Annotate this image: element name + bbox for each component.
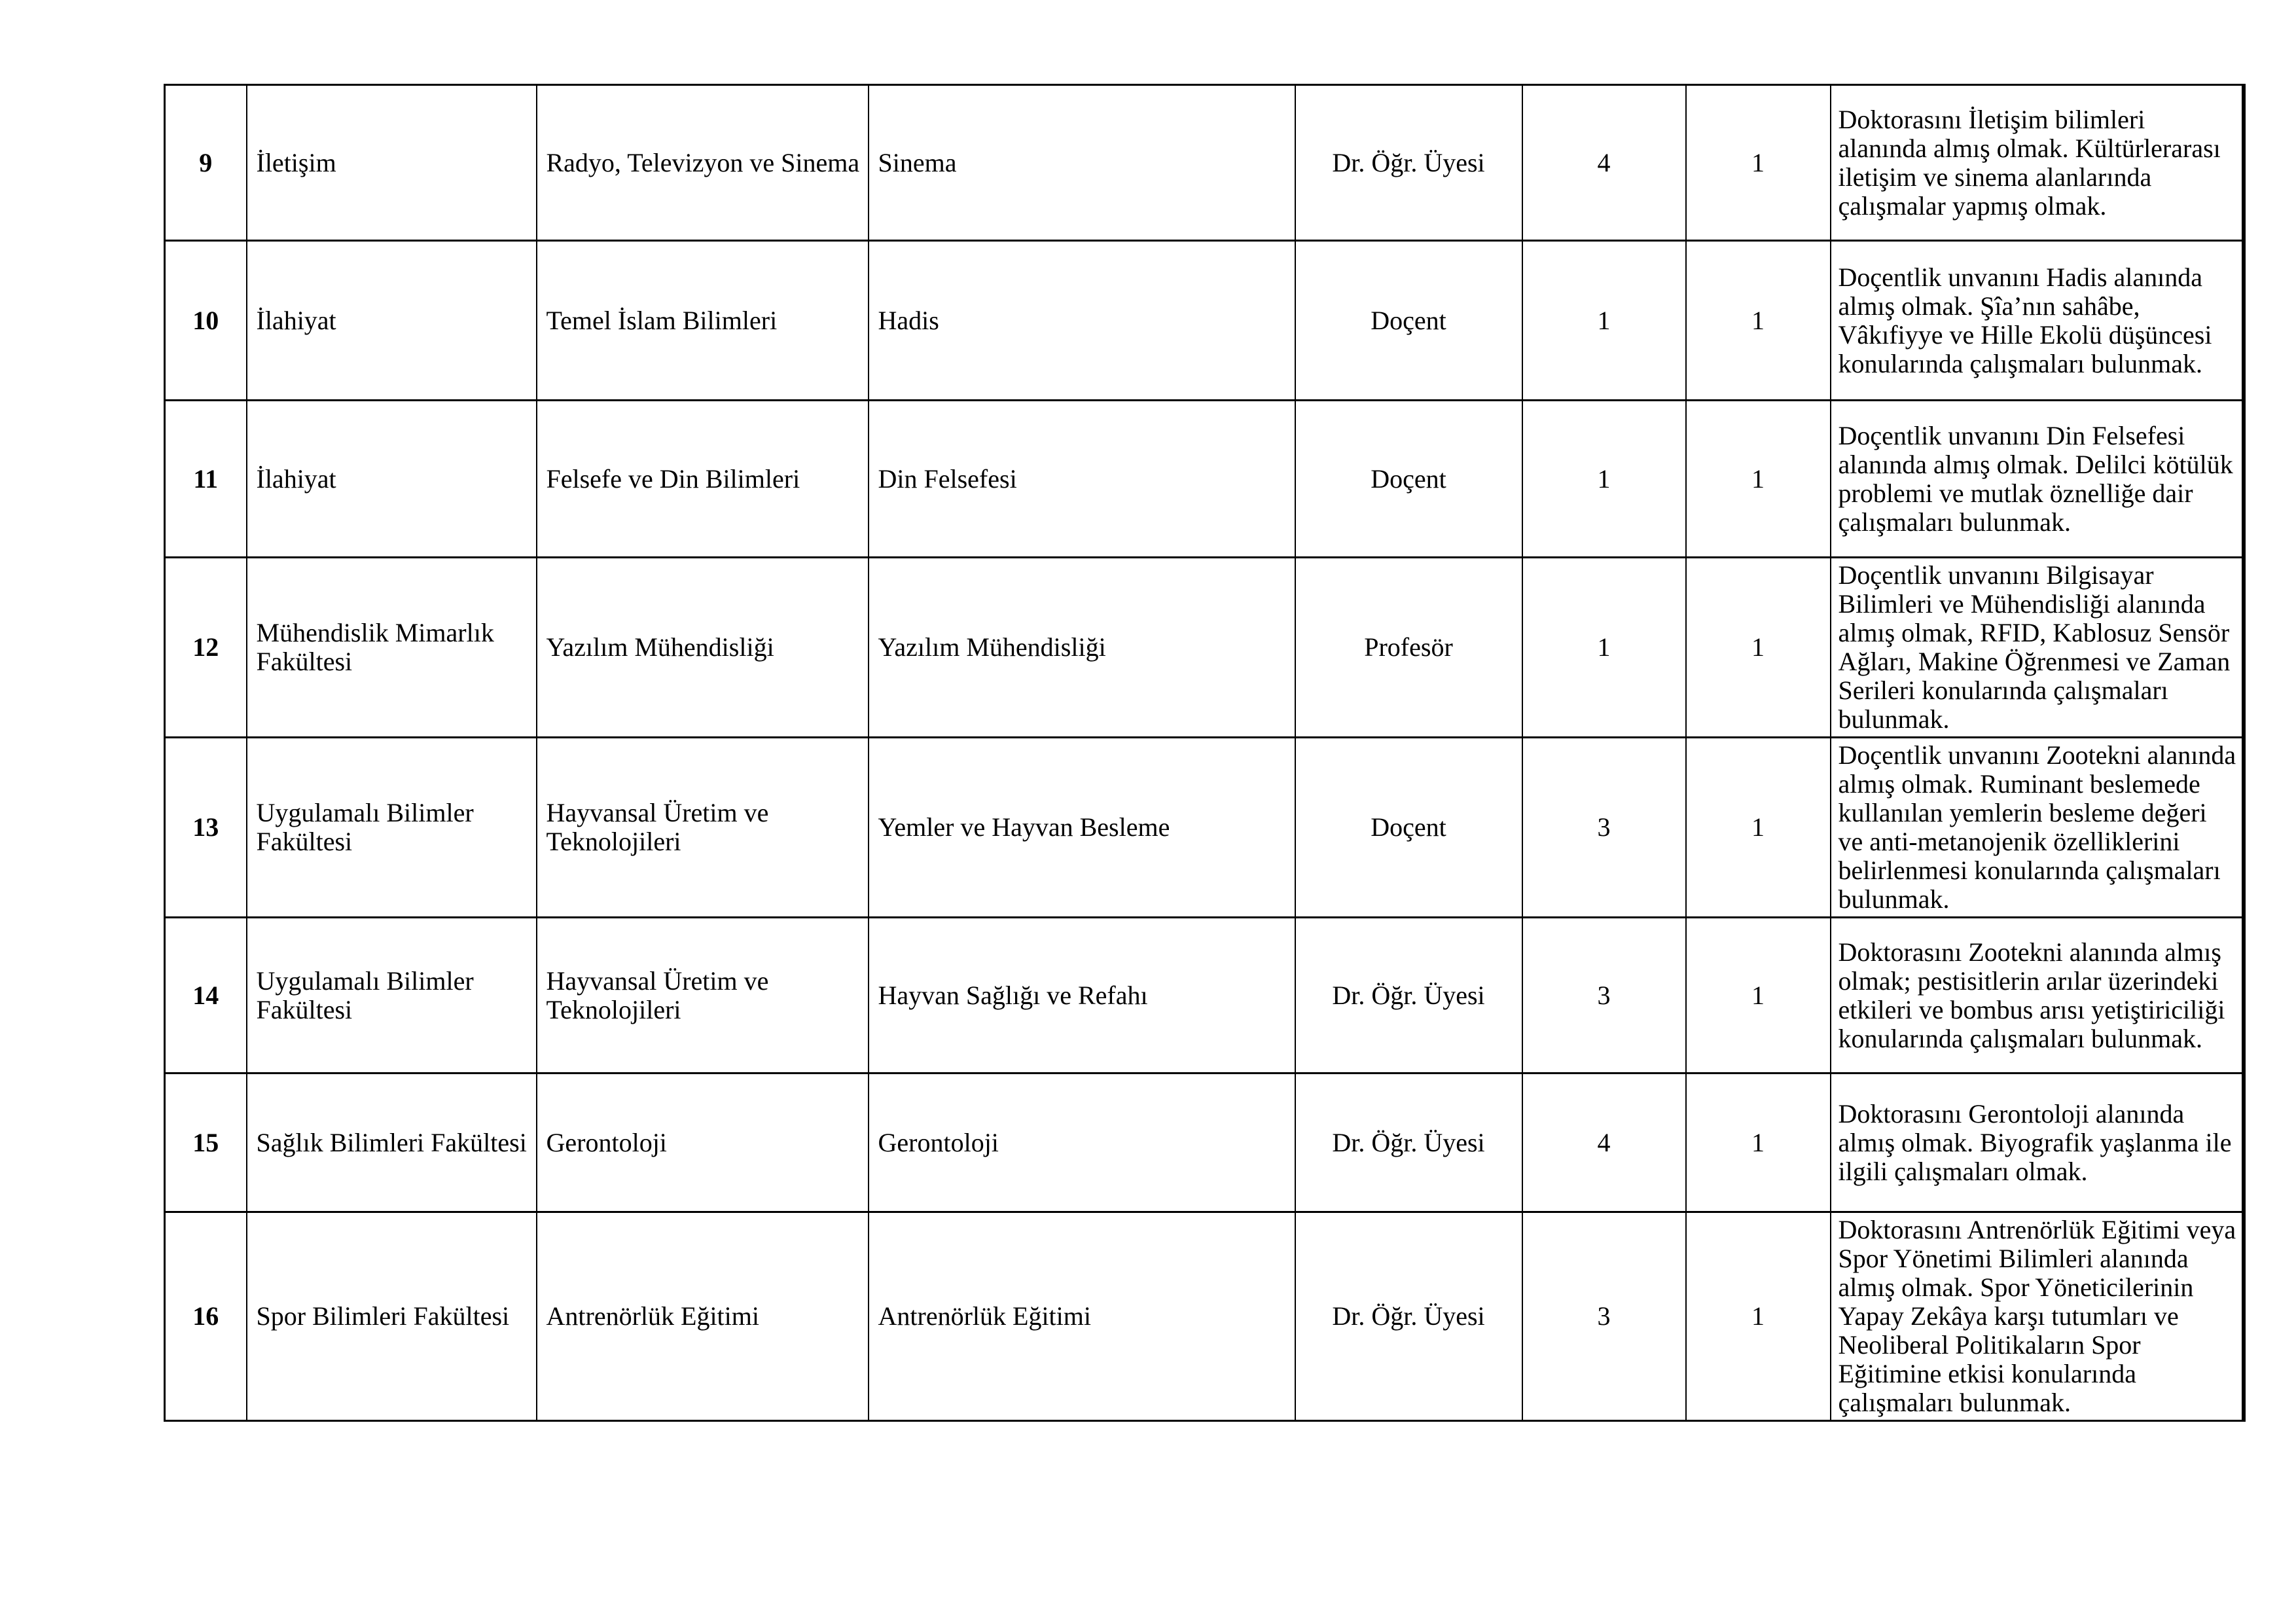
cell-department: Radyo, Televizyon ve Sinema [537,85,869,241]
table-row [165,738,2244,918]
cell-quota: 1 [1686,241,1831,401]
cell-description: Doktorasını Gerontoloji alanında almış olmak. Biyografik yaşlanma ile ilgili çalışmaları olmak. [1831,1074,2244,1212]
cell-quota: 1 [1686,401,1831,558]
cell-title: Dr. Öğr. Üyesi [1295,1074,1522,1212]
table-row [165,401,2244,558]
cell-quota: 1 [1686,558,1831,738]
cell-grade: 3 [1522,1212,1686,1421]
cell-grade: 4 [1522,85,1686,241]
cell-department: Yazılım Mühendisliği [537,558,869,738]
cell-faculty: İletişim [247,85,537,241]
cell-grade: 1 [1522,558,1686,738]
cell-quota: 1 [1686,738,1831,918]
cell-title: Dr. Öğr. Üyesi [1295,1212,1522,1421]
cell-title: Doçent [1295,738,1522,918]
table-row [165,918,2244,1074]
table-row [165,85,2244,241]
academic-positions-table [164,84,2246,1422]
cell-program: Hadis [869,241,1295,401]
table-row [165,1074,2244,1212]
cell-description: Doçentlik unvanını Bilgisayar Bilimleri ve Mühendisliği alanında almış olmak, RFID, Kablosuz Sensör Ağları, Makine Öğrenmesi ve Zaman Serileri konularında çalışmaları bulunmak. [1831,558,2244,738]
cell-title: Dr. Öğr. Üyesi [1295,918,1522,1074]
cell-department: Hayvansal Üretim ve Teknolojileri [537,918,869,1074]
cell-title: Doçent [1295,241,1522,401]
cell-description: Doçentlik unvanını Din Felsefesi alanında almış olmak. Delilci kötülük problemi ve mutlak öznelliğe dair çalışmaları bulunmak. [1831,401,2244,558]
cell-department: Antrenörlük Eğitimi [537,1212,869,1421]
table-row [165,558,2244,738]
cell-title: Dr. Öğr. Üyesi [1295,85,1522,241]
cell-program: Yazılım Mühendisliği [869,558,1295,738]
cell-description: Doktorasını Zootekni alanında almış olmak; pestisitlerin arılar üzerindeki etkileri ve bombus arısı yetiştiriciliği konularında çalışmaları bulunmak. [1831,918,2244,1074]
cell-grade: 1 [1522,241,1686,401]
cell-faculty: Uygulamalı Bilimler Fakültesi [247,738,537,918]
table-row [165,241,2244,401]
cell-faculty: İlahiyat [247,241,537,401]
cell-department: Gerontoloji [537,1074,869,1212]
cell-department: Felsefe ve Din Bilimleri [537,401,869,558]
cell-description: Doktorasını Antrenörlük Eğitimi veya Spor Yönetimi Bilimleri alanında almış olmak. Spor Yöneticilerinin Yapay Zekâya karşı tutumları ve Neoliberal Politikaların Spor Eğitimine etkisi konularında çalışmaları bulunmak. [1831,1212,2244,1421]
cell-faculty: Mühendislik Mimarlık Fakültesi [247,558,537,738]
cell-row-number: 14 [165,918,247,1074]
cell-program: Gerontoloji [869,1074,1295,1212]
cell-row-number: 9 [165,85,247,241]
cell-department: Temel İslam Bilimleri [537,241,869,401]
cell-title: Profesör [1295,558,1522,738]
cell-program: Hayvan Sağlığı ve Refahı [869,918,1295,1074]
cell-row-number: 15 [165,1074,247,1212]
cell-row-number: 11 [165,401,247,558]
table-row [165,1212,2244,1421]
cell-quota: 1 [1686,85,1831,241]
cell-row-number: 13 [165,738,247,918]
cell-quota: 1 [1686,1074,1831,1212]
cell-grade: 1 [1522,401,1686,558]
cell-title: Doçent [1295,401,1522,558]
cell-quota: 1 [1686,1212,1831,1421]
cell-description: Doktorasını İletişim bilimleri alanında almış olmak. Kültürlerarası iletişim ve sinema alanlarında çalışmalar yapmış olmak. [1831,85,2244,241]
cell-quota: 1 [1686,918,1831,1074]
cell-grade: 4 [1522,1074,1686,1212]
table-body [165,85,2244,1421]
cell-faculty: Sağlık Bilimleri Fakültesi [247,1074,537,1212]
cell-department: Hayvansal Üretim ve Teknolojileri [537,738,869,918]
cell-description: Doçentlik unvanını Hadis alanında almış olmak. Şîa’nın sahâbe, Vâkıfiyye ve Hille Ekolü düşüncesi konularında çalışmaları bulunmak. [1831,241,2244,401]
cell-program: Yemler ve Hayvan Besleme [869,738,1295,918]
cell-program: Din Felsefesi [869,401,1295,558]
cell-row-number: 12 [165,558,247,738]
cell-faculty: İlahiyat [247,401,537,558]
cell-description: Doçentlik unvanını Zootekni alanında almış olmak. Ruminant beslemede kullanılan yemlerin besleme değeri ve anti-metanojenik özelliklerini belirlenmesi konularında çalışmaları bulunmak. [1831,738,2244,918]
cell-grade: 3 [1522,738,1686,918]
cell-row-number: 10 [165,241,247,401]
cell-faculty: Spor Bilimleri Fakültesi [247,1212,537,1421]
cell-faculty: Uygulamalı Bilimler Fakültesi [247,918,537,1074]
cell-program: Antrenörlük Eğitimi [869,1212,1295,1421]
cell-row-number: 16 [165,1212,247,1421]
cell-grade: 3 [1522,918,1686,1074]
cell-program: Sinema [869,85,1295,241]
